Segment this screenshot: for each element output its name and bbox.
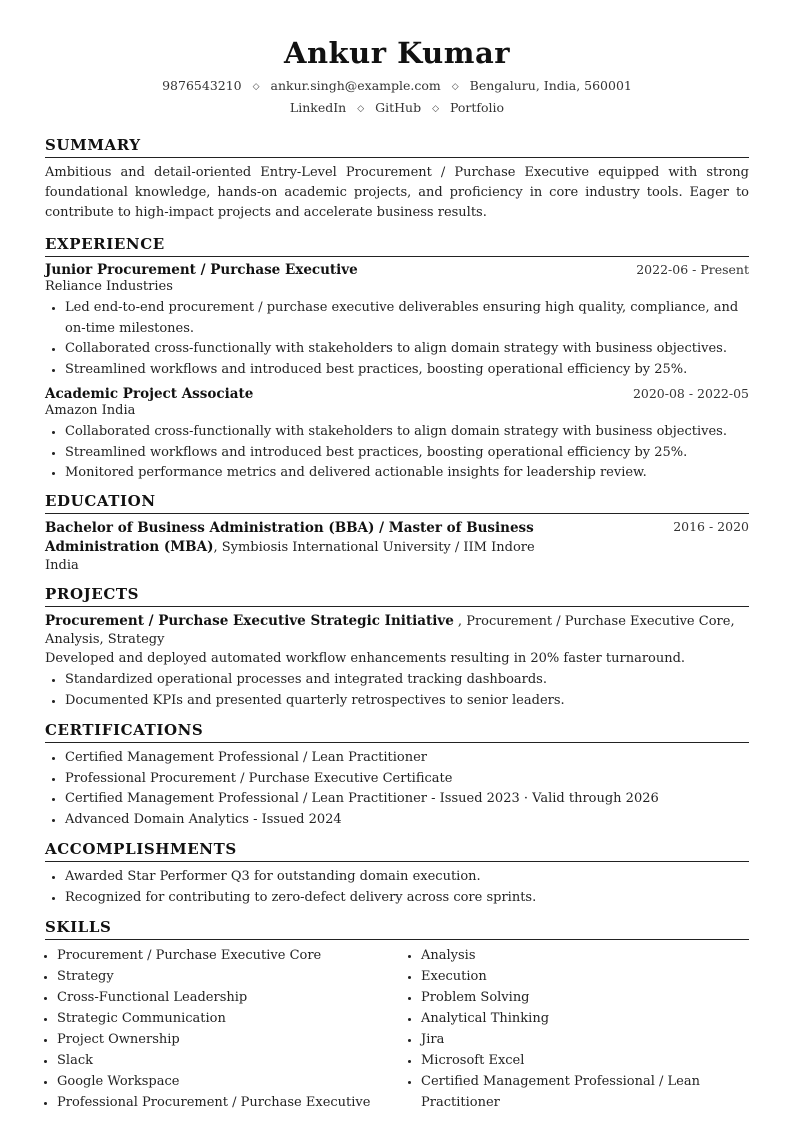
summary-section <box>45 136 749 223</box>
skill-item: • Analytical Thinking <box>421 1008 749 1029</box>
skill-item: • Analysis <box>421 945 749 966</box>
project-header <box>45 612 749 650</box>
skills-section <box>45 918 749 1113</box>
job-title: Junior Procurement / Purchase Executive <box>45 262 358 278</box>
list-item: • Professional Procurement / Purchase Executive Certificate <box>65 769 749 790</box>
job-dates: 2022-06 - Present <box>636 262 749 277</box>
skill-item: • Cross-Functional Leadership <box>57 987 409 1008</box>
github-link[interactable]: GitHub <box>375 100 422 115</box>
job-entry <box>45 386 749 484</box>
portfolio-link[interactable]: Portfolio <box>449 100 505 115</box>
skill-item: • Execution <box>421 966 749 987</box>
section-heading: SUMMARY <box>45 136 749 158</box>
list-item: • Advanced Domain Analytics - Issued 2024 <box>65 810 749 831</box>
company-name: Reliance Industries <box>45 279 173 294</box>
list-item: • Certified Management Professional / Lean Practitioner <box>65 748 749 769</box>
list-item: • Monitored performance metrics and delivered actionable insights for leadership review. <box>65 463 749 484</box>
email-address: ankur.singh@example.com <box>270 78 441 93</box>
job-bullets <box>45 422 749 484</box>
skill-item: • Slack <box>57 1050 409 1071</box>
institution-name: , Symbiosis International University / IIM Indore <box>213 539 535 555</box>
skill-item: • Project Ownership <box>57 1029 409 1050</box>
education-country: India <box>45 557 79 573</box>
list-item: • Documented KPIs and presented quarterly retrospectives to senior leaders. <box>65 691 749 712</box>
section-heading: SKILLS <box>45 918 749 940</box>
separator-icon: ◇ <box>432 104 439 114</box>
list-item: • Collaborated cross-functionally with stakeholders to align domain strategy with business objectives. <box>65 339 749 360</box>
education-entry <box>45 519 645 575</box>
location: Bengaluru, India, 560001 <box>469 78 632 93</box>
skill-item: • Microsoft Excel <box>421 1050 749 1071</box>
education-dates: 2016 - 2020 <box>673 518 749 534</box>
list-item: • Standardized operational processes and integrated tracking dashboards. <box>65 670 749 691</box>
section-heading: CERTIFICATIONS <box>45 721 749 743</box>
contact-line <box>45 76 749 98</box>
skills-column-left <box>45 945 409 1113</box>
section-heading: ACCOMPLISHMENTS <box>45 840 749 862</box>
skill-item: • Google Workspace <box>57 1071 409 1092</box>
separator-icon: ◇ <box>451 82 459 92</box>
skill-item: • Strategy <box>57 966 409 987</box>
skill-item: • Professional Procurement / Purchase Executive <box>57 1092 409 1113</box>
list-item: • Certified Management Professional / Lean Practitioner - Issued 2023 · Valid through 2026 <box>65 789 749 810</box>
list-item: • Streamlined workflows and introduced best practices, boosting operational efficiency by 25%. <box>65 443 749 464</box>
accomplishments-section <box>45 840 749 908</box>
projects-section <box>45 585 749 712</box>
list-item: • Led end-to-end procurement / purchase executive deliverables ensuring high quality, compliance, and on-time milestones. <box>65 298 749 339</box>
skills-column-right <box>409 945 749 1113</box>
job-entry <box>45 262 749 380</box>
job-bullets <box>45 298 749 380</box>
separator-icon: ◇ <box>357 104 365 114</box>
section-heading: EDUCATION <box>45 492 749 514</box>
phone-number: 9876543210 <box>162 78 242 93</box>
section-heading: EXPERIENCE <box>45 235 749 257</box>
project-name: Procurement / Purchase Executive Strategic Initiative <box>45 612 454 629</box>
skills-grid <box>45 945 749 1113</box>
resume-page <box>45 36 749 1113</box>
accomplishment-list <box>45 867 749 908</box>
candidate-name: Ankur Kumar <box>283 36 511 70</box>
skill-item: • Procurement / Purchase Executive Core <box>57 945 409 966</box>
education-section <box>45 492 749 575</box>
job-dates: 2020-08 - 2022-05 <box>632 386 749 401</box>
list-item: • Awarded Star Performer Q3 for outstanding domain execution. <box>65 867 749 888</box>
skill-item: • Strategic Communication <box>57 1008 409 1029</box>
project-bullets <box>45 670 749 711</box>
experience-section <box>45 235 749 484</box>
job-title: Academic Project Associate <box>45 386 254 402</box>
skill-item: • Problem Solving <box>421 987 749 1008</box>
section-heading: PROJECTS <box>45 585 749 607</box>
project-tags: , Procurement / Purchase Executive Core, Analysis, Strategy <box>45 613 735 647</box>
skill-item: • Certified Management Professional / Lean Practitioner <box>421 1071 749 1113</box>
company-name: Amazon India <box>45 403 136 418</box>
degree-name: Bachelor of Business Administration (BBA) / Master of Business Administration (MBA) <box>45 519 534 555</box>
certification-list <box>45 748 749 830</box>
project-description: Developed and deployed automated workflow enhancements resulting in 20% faster turnaround. <box>45 650 686 666</box>
linkedin-link[interactable]: LinkedIn <box>289 100 347 115</box>
skill-item: • Jira <box>421 1029 749 1050</box>
summary-text: Ambitious and detail-oriented Entry-Level Procurement / Purchase Executive equipped with strong foundational knowledge, hands-on academic projects, and proficiency in core industry tools. Eager to contribute to high-impact projects and accelerate business results. <box>45 165 749 220</box>
separator-icon: ◇ <box>252 82 260 92</box>
list-item: • Collaborated cross-functionally with stakeholders to align domain strategy with business objectives. <box>65 422 749 443</box>
list-item: • Streamlined workflows and introduced best practices, boosting operational efficiency by 25%. <box>65 360 749 381</box>
links-line <box>45 98 749 120</box>
certifications-section <box>45 721 749 830</box>
list-item: • Recognized for contributing to zero-defect delivery across core sprints. <box>65 888 749 909</box>
